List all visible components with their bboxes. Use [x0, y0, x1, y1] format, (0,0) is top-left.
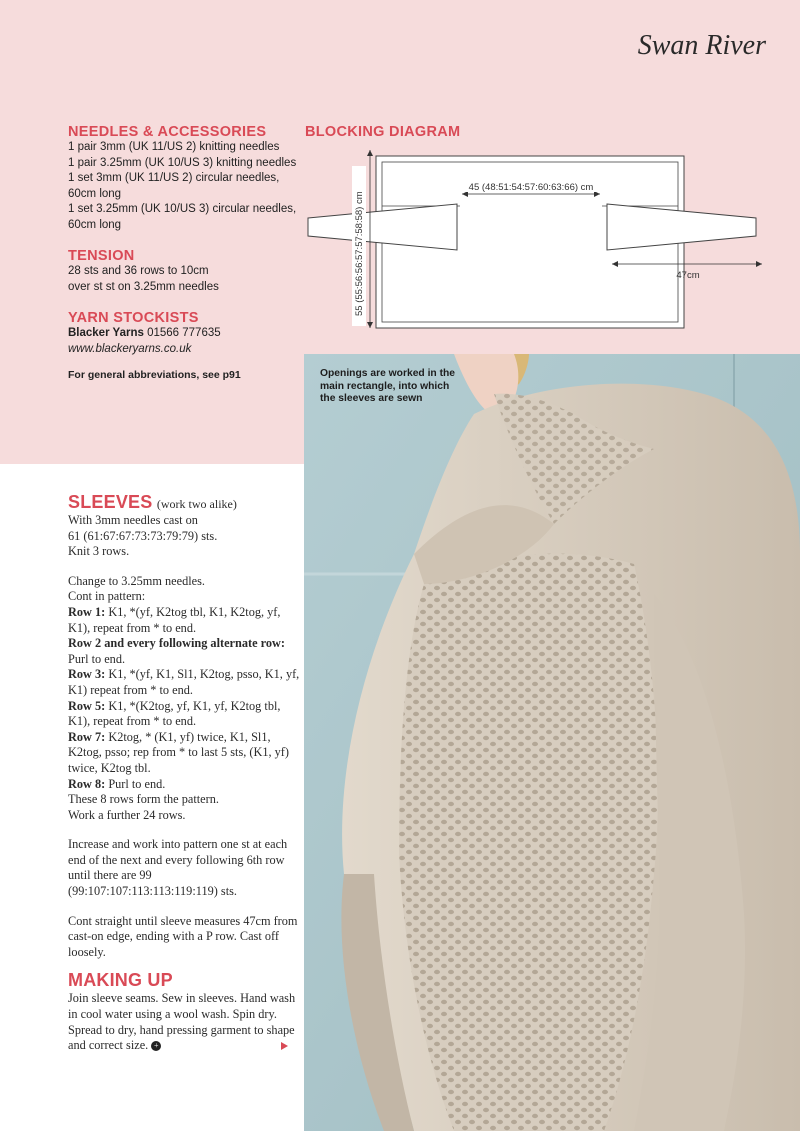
row-3-text: K1, *(yf, K1, Sl1, K2tog, psso, K1, yf, K1) repeat from * to end. — [68, 667, 300, 697]
sleeves-body — [68, 513, 300, 960]
sleeve-arrow-head-right — [756, 261, 762, 267]
stockist-url[interactable]: www.blackeryarns.co.uk — [68, 342, 192, 355]
increase-text: Increase and work into pattern one st at each end of the next and every following 6th row until there are 99 (99:107:107:113:113:119:119) sts. — [68, 837, 288, 899]
making-up-heading: MAKING UP — [68, 970, 173, 991]
abbreviations-note: For general abbreviations, see p91 — [68, 369, 241, 382]
sleeves-change-1: Change to 3.25mm needles. — [68, 573, 205, 588]
row-2-label: Row 2 and every following alternate row: — [68, 636, 285, 651]
needles-line-1: 1 pair 3mm (UK 11/US 2) knitting needles — [68, 141, 280, 153]
stockist-phone: 01566 777635 — [147, 327, 221, 339]
row-8-text: Purl to end. — [108, 776, 166, 791]
blocking-diagram — [300, 140, 780, 340]
row-7 — [68, 730, 300, 777]
row-1-text: K1, *(yf, K2tog tbl, K1, K2tog, yf, K1), repeat from * to end. — [68, 604, 281, 635]
row-5-label: Row 5: — [68, 698, 106, 713]
after-rows-1: These 8 rows form the pattern. — [68, 792, 219, 807]
sleeves-heading: SLEEVES — [68, 492, 153, 512]
height-arrow-head-top — [367, 150, 373, 156]
needles-section — [68, 124, 298, 234]
page-title: Swan River — [637, 30, 766, 61]
height-label: 55 (55:56:56:57:57:58:58) cm — [354, 191, 365, 316]
sleeve-length-label: 47cm — [676, 270, 700, 281]
row-5 — [68, 699, 300, 730]
tension-section — [68, 248, 298, 295]
blocking-heading: BLOCKING DIAGRAM — [305, 124, 461, 140]
width-label: 45 (48:51:54:57:60:63:66) cm — [468, 182, 594, 193]
left-sleeve-shape — [308, 204, 457, 250]
height-arrow-head-bottom — [367, 322, 373, 328]
row-7-label: Row 7: — [68, 729, 106, 744]
model-photo — [304, 354, 800, 1131]
cont-text: Cont straight until sleeve measures 47cm from cast-on edge, ending with a P row. Cast off loosely. — [68, 913, 298, 959]
row-1-label: Row 1: — [68, 604, 106, 619]
end-mark-icon: + — [151, 1041, 161, 1051]
row-2-text: Purl to end. — [68, 651, 126, 666]
sleeves-intro-1: With 3mm needles cast on — [68, 513, 198, 527]
tension-heading: TENSION — [68, 248, 135, 264]
row-7-text: K2tog, * (K1, yf) twice, K1, Sl1, K2tog, psso; rep from * to last 5 sts, (K1, yf) twice, K2tog tbl. — [68, 729, 289, 775]
needles-heading: NEEDLES & ACCESSORIES — [68, 124, 267, 140]
needles-line-3: 1 set 3mm (UK 11/US 2) circular needles, 60cm long — [68, 172, 280, 200]
row-2 — [68, 636, 300, 667]
needles-line-4: 1 set 3.25mm (UK 10/US 3) circular needles, 60cm long — [68, 203, 297, 231]
lace-sleeve — [399, 554, 658, 1131]
row-3-label: Row 3: — [68, 667, 106, 682]
right-sleeve-shape — [607, 204, 756, 250]
after-rows-2: Work a further 24 rows. — [68, 807, 186, 822]
needles-line-2: 1 pair 3.25mm (UK 10/US 3) knitting needles — [68, 156, 297, 169]
row-8 — [68, 777, 300, 793]
row-1 — [68, 605, 300, 636]
making-up-text: Join sleeve seams. Sew in sleeves. Hand wash in cool water using a wool wash. Spin dry. Spread to dry, hand pressing garment to shape and correct size. — [68, 991, 296, 1053]
row-3 — [68, 667, 300, 698]
stockist-name: Blacker Yarns — [68, 327, 144, 339]
row-5-text: K1, *(K2tog, yf, K1, yf, K2tog tbl, K1), repeat from * to end. — [68, 698, 281, 729]
sleeves-subheading: (work two alike) — [156, 497, 237, 511]
stockists-heading: YARN STOCKISTS — [68, 310, 199, 326]
tension-line-2: over st st on 3.25mm needles — [68, 280, 219, 293]
sleeves-intro-2: 61 (61:67:67:73:73:79:79) sts. — [68, 528, 218, 543]
diagram-caption: Openings are worked in the main rectangle, into which the sleeves are sewn — [320, 368, 456, 404]
tension-line-1: 28 sts and 36 rows to 10cm — [68, 265, 209, 277]
row-8-label: Row 8: — [68, 776, 106, 791]
sleeves-change-2: Cont in pattern: — [68, 589, 146, 604]
sleeves-section — [68, 492, 300, 1054]
next-page-arrow-icon[interactable] — [281, 1042, 288, 1050]
sleeves-intro-3: Knit 3 rows. — [68, 544, 130, 559]
stockists-section — [68, 310, 298, 384]
